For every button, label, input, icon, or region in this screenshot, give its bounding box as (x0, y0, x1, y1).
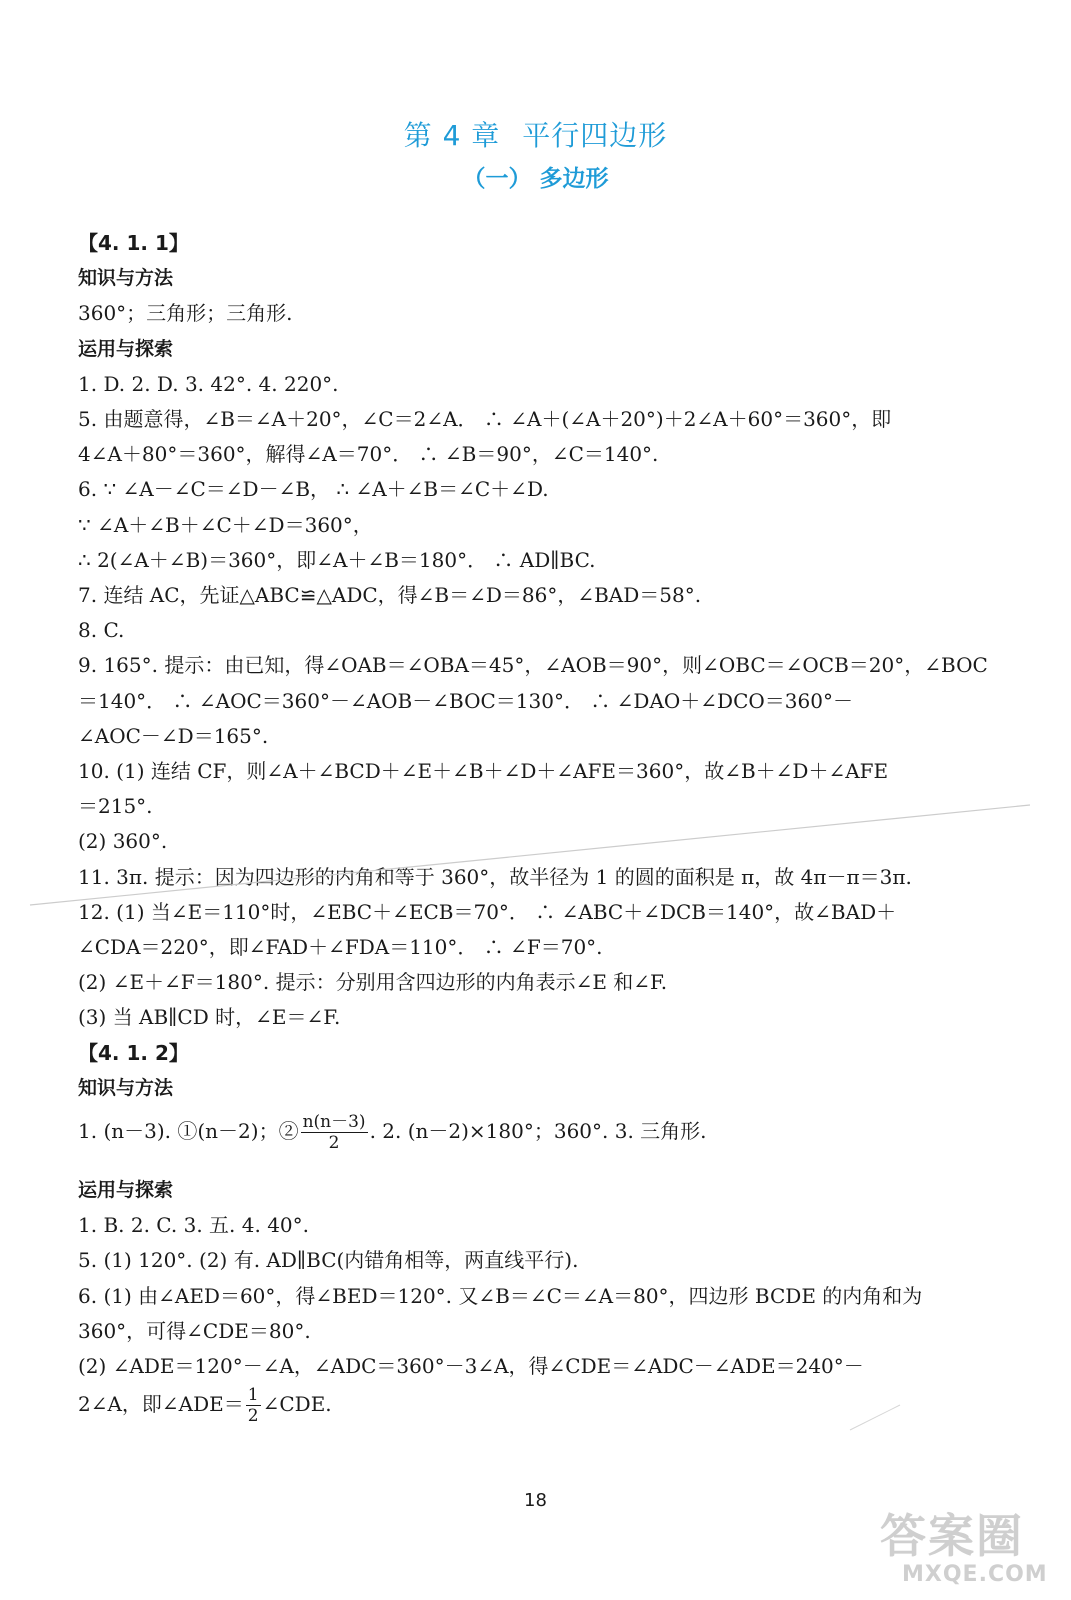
subsection-header: 运用与探索 (78, 337, 174, 360)
answer-line: ＝215°. (78, 794, 153, 819)
answer-line: 8. C. (78, 618, 125, 643)
chapter-name: 平行四边形 (522, 119, 668, 152)
answer-line: 7. 连结 AC，先证△ABC≌△ADC，得∠B＝∠D＝86°，∠BAD＝58°. (78, 583, 702, 607)
answer-line: ∠CDA＝220°，即∠FAD＋∠FDA＝110°． ∴ ∠F＝70°. (78, 935, 603, 959)
answer-line: 6. (1) 由∠AED＝60°，得∠BED＝120°. 又∠B＝∠C＝∠A＝80°，四边形 BCDE 的内角和为 (78, 1283, 923, 1308)
answer-line: (2) 360°. (78, 829, 168, 854)
section-title: （一） 多边形 (462, 166, 609, 192)
answer-line: 1. D. 2. D. 3. 42°. 4. 220°. (78, 371, 339, 396)
answer-line: (3) 当 AB∥CD 时，∠E＝∠F. (78, 1005, 341, 1030)
answer-line: 10. (1) 连结 CF，则∠A＋∠BCD＋∠E＋∠B＋∠D＋∠AFE＝360°，故∠B＋∠D＋∠AFE (78, 759, 889, 783)
watermark-text: 答案圈 (880, 1509, 1024, 1563)
answer-line: 9. 165°. 提示：由已知，得∠OAB＝∠OBA＝45°，∠AOB＝90°，则∠OBC＝∠OCB＝20°，∠BOC (78, 653, 988, 678)
answer-line: (2) ∠ADE＝120°－∠A，∠ADC＝360°－3∠A，得∠CDE＝∠ADC－∠ADE＝240°－ (78, 1354, 864, 1378)
answer-line: 12. (1) 当∠E＝110°时，∠EBC＋∠ECB＝70°． ∴ ∠ABC＋∠DCB＝140°，故∠BAD＋ (78, 899, 897, 924)
subsection-header: 知识与方法 (78, 1076, 174, 1099)
section-header: 【4. 1. 2】 (78, 1040, 189, 1065)
fraction-numerator: n(n－3) (302, 1112, 366, 1132)
fraction-denominator: 2 (328, 1133, 340, 1153)
answer-line: 1. B. 2. C. 3. 五. 4. 40°. (78, 1213, 309, 1238)
answer-line: 6. ∵ ∠A－∠C＝∠D－∠B， ∴ ∠A＋∠B＝∠C＋∠D. (78, 477, 549, 502)
answer-line: ＝140°． ∴ ∠AOC＝360°－∠AOB－∠BOC＝130°． ∴ ∠DAO＋∠DCO＝360°－ (78, 688, 853, 713)
fraction-denominator: 2 (247, 1406, 259, 1426)
chapter-number: 第 4 章 (403, 119, 501, 152)
answer-line: 5. 由题意得，∠B＝∠A＋20°，∠C＝2∠A． ∴ ∠A＋(∠A＋20°)＋2∠A＋60°＝360°，即 (78, 407, 892, 431)
watermark-logo (880, 1500, 1060, 1595)
fraction-numerator: 1 (247, 1385, 259, 1405)
fraction-line-suffix: . 2. (n－2)×180°；360°. 3. 三角形. (369, 1119, 707, 1143)
fraction-line-suffix: ∠CDE. (262, 1392, 332, 1416)
fraction-line-prefix: 2∠A，即∠ADE＝ (78, 1392, 244, 1416)
subsection-header: 知识与方法 (78, 267, 174, 290)
subsection-header: 运用与探索 (78, 1179, 174, 1201)
answer-line: ∵ ∠A＋∠B＋∠C＋∠D＝360°， (78, 512, 373, 537)
answer-line: ∴ 2(∠A＋∠B)＝360°，即∠A＋∠B＝180°． ∴ AD∥BC. (78, 547, 596, 572)
fraction-line-prefix: 1. (n－3). ①(n－2)；② (78, 1119, 299, 1143)
answer-line: ∠AOC－∠D＝165°. (78, 723, 269, 748)
answer-line: 360°；三角形；三角形. (78, 301, 293, 326)
answer-line: 360°，可得∠CDE＝80°. (78, 1318, 311, 1343)
page-number: 18 (524, 1490, 547, 1511)
answer-line: 11. 3π. 提示：因为四边形的内角和等于 360°，故半径为 1 的圆的面积是 π，故 4π－π＝3π. (78, 864, 912, 889)
answer-line: 4∠A＋80°＝360°，解得∠A＝70°． ∴ ∠B＝90°，∠C＝140°. (78, 442, 659, 467)
section-header: 【4. 1. 1】 (78, 231, 189, 255)
answer-line: (2) ∠E＋∠F＝180°. 提示：分别用含四边形的内角表示∠E 和∠F. (78, 970, 668, 995)
answer-line: 5. (1) 120°. (2) 有. AD∥BC(内错角相等，两直线平行). (78, 1248, 579, 1273)
watermark-url: MXQE.COM (902, 1562, 1048, 1587)
